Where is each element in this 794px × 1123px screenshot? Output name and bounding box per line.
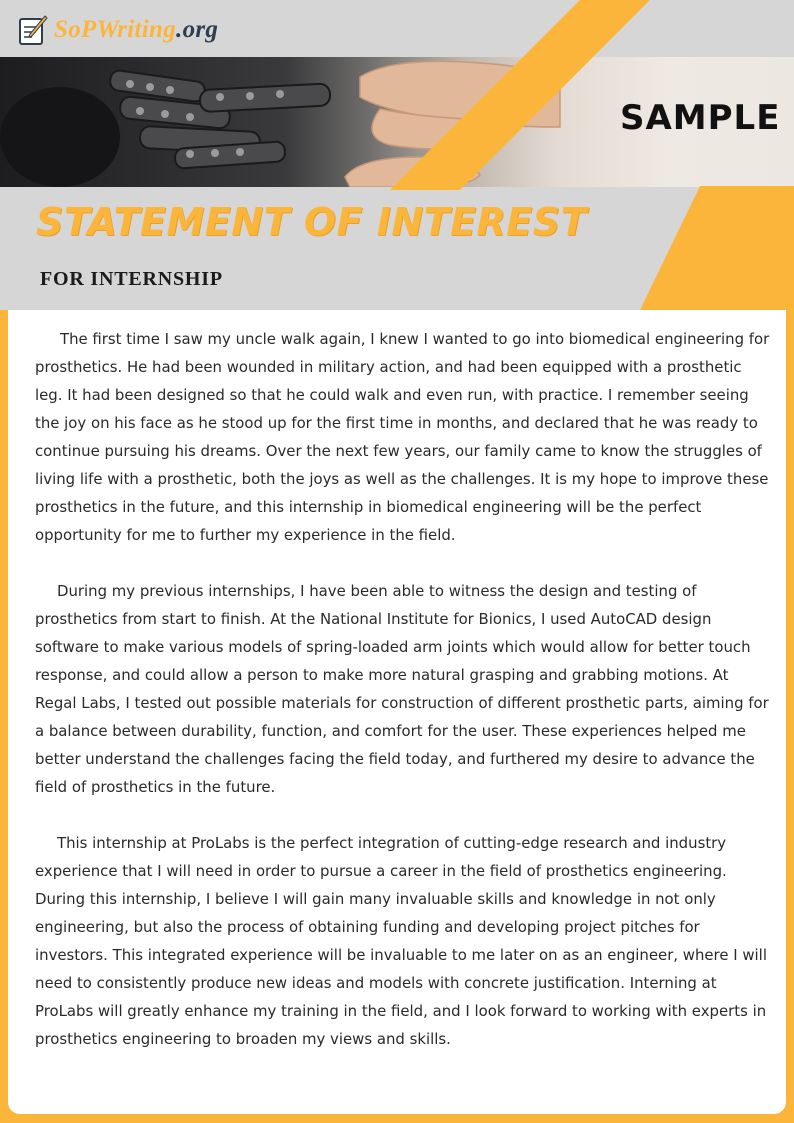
body-paragraph-1: The first time I saw my uncle walk again, I knew I wanted to go into biomedical engineering for prosthetics. He had been wounded in military action, and had been equipped with a prosthetic leg. It had been designed so that he could walk and even run, with practice. I remember seeing the joy on his face as he stood up for the first time in months, and declared that he was ready to continue pursuing his dreams. Over the next few years, our family came to know the struggles of living life with a prosthetic, both the joys as well as the challenges. It is my hope to improve these prosthetics in the future, and this internship in biomedical engineering will be the perfect opportunity for me to further my experience in the field. xyxy=(35,330,770,544)
document-subtitle: FOR INTERNSHIP xyxy=(40,268,223,290)
brand-name-ext: .org xyxy=(176,16,219,43)
body-paragraph-3: This internship at ProLabs is the perfect integration of cutting-edge research and industry experience that I will need in order to pursue a career in the field of prosthetics engineering. During this internship, I believe I will gain many invaluable skills and knowledge in not only engineering, but also the process of obtaining funding and developing project pitches for investors. This integrated experience will be invaluable to me later on as an engineer, where I will need to consistently produce new ideas and models with concrete justification. Interning at ProLabs will greatly enhance my training in the field, and I look forward to working with experts in prosthetics engineering to broaden my views and skills. xyxy=(35,834,767,1048)
sample-badge: SAMPLE xyxy=(620,98,781,138)
brand-name xyxy=(54,16,218,44)
document-body xyxy=(35,325,770,1081)
header-accent-shapes xyxy=(0,0,794,310)
brand-name-main: SoPWriting xyxy=(54,16,177,43)
document-title: STATEMENT OF INTEREST xyxy=(36,200,588,244)
page-header xyxy=(0,0,794,310)
notepad-pencil-icon xyxy=(18,14,48,46)
brand-logo[interactable] xyxy=(18,14,218,46)
body-paragraph-2: During my previous internships, I have been able to witness the design and testing of prosthetics from start to finish. At the National Institute for Bionics, I used AutoCAD design software to make various models of spring-loaded arm joints which would allow for better touch response, and could allow a person to make more natural grasping and grabbing motions. At Regal Labs, I tested out possible materials for construction of different prosthetic parts, aiming for a balance between durability, function, and comfort for the user. These experiences helped me better understand the challenges facing the field today, and furthered my desire to advance the field of prosthetics in the future. xyxy=(35,582,769,796)
